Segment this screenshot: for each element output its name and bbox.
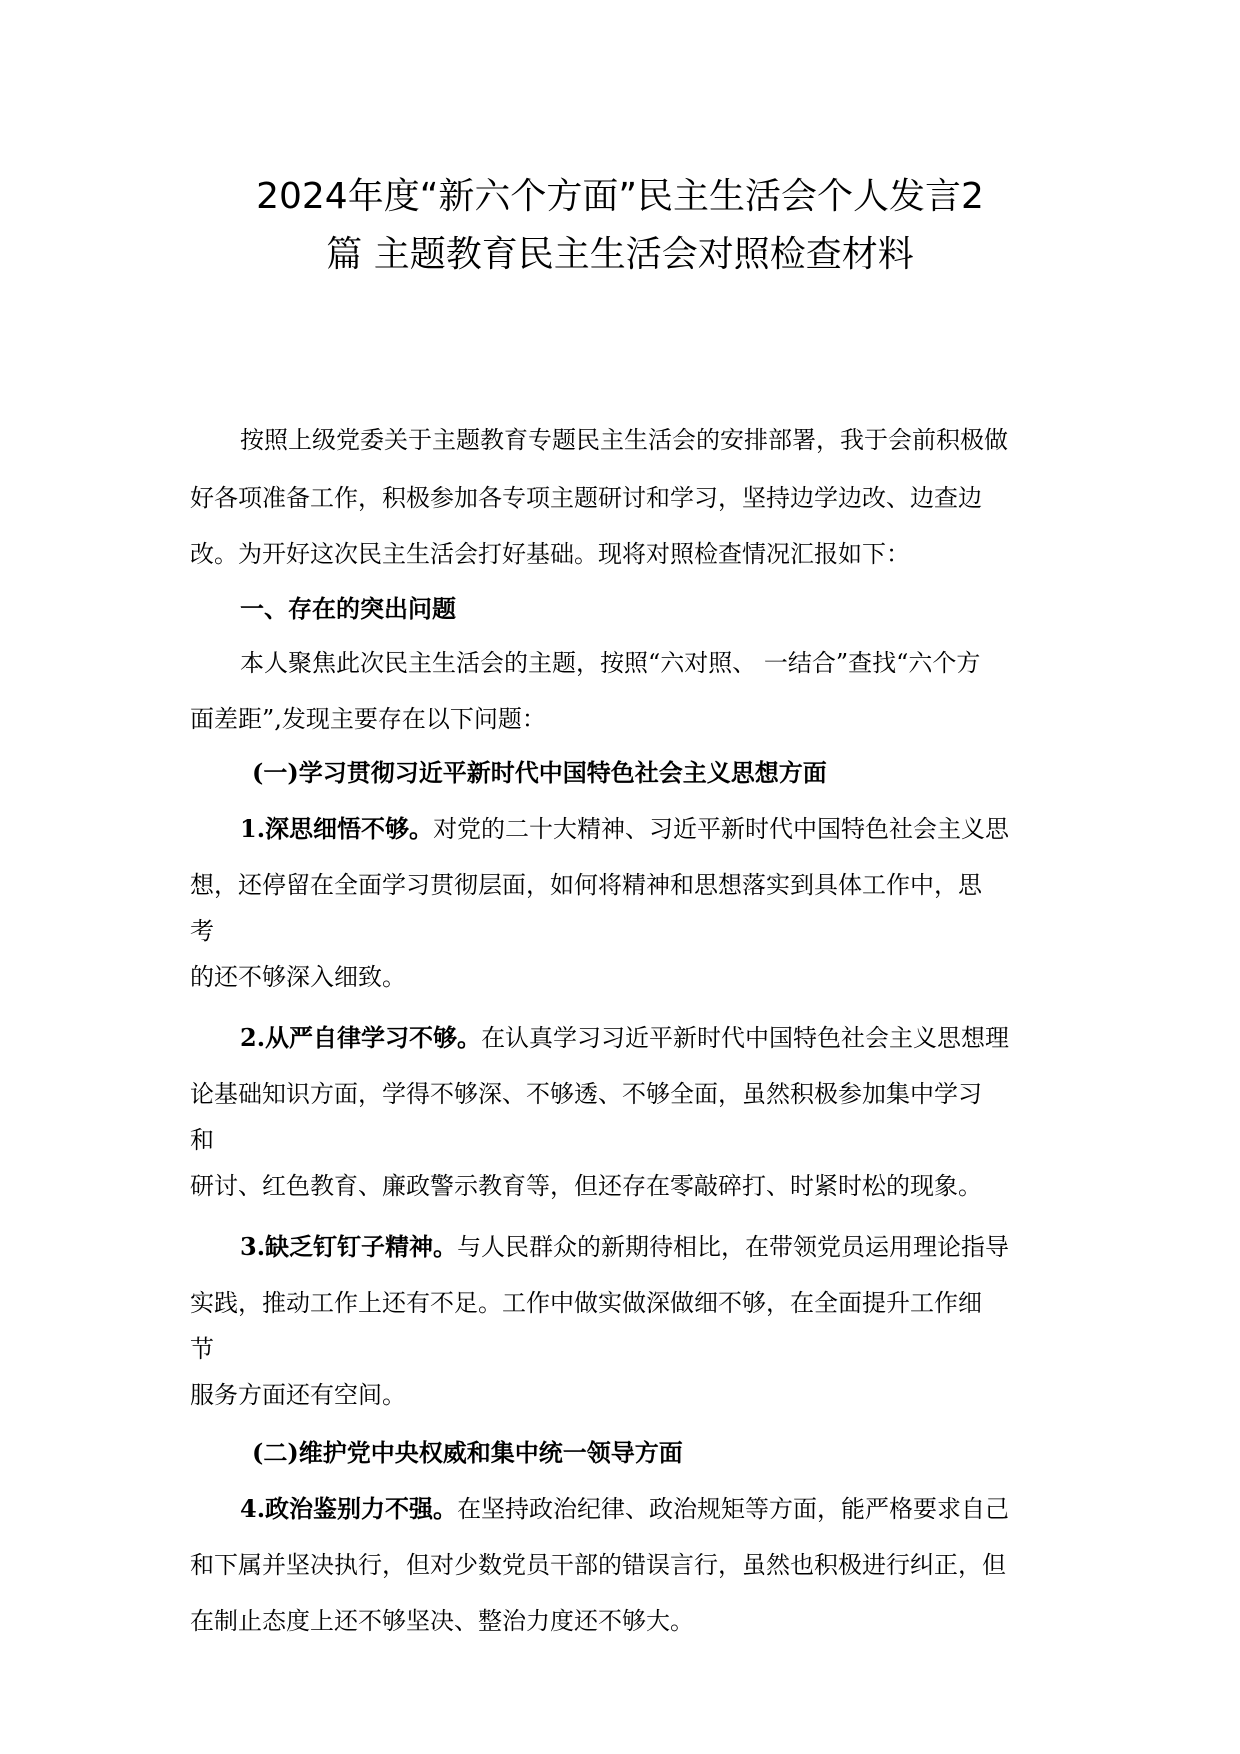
section-heading: 一、存在的突出问题	[240, 594, 456, 623]
paragraph-line: 和	[190, 1126, 214, 1154]
paragraph-line: 想，还停留在全面学习贯彻层面，如何将精神和思想落实到具体工作中，思	[190, 871, 982, 899]
item-paragraph	[240, 1230, 1009, 1264]
item-text: 对党的二十大精神、习近平新时代中国特色社会主义思	[433, 815, 1010, 843]
paragraph-line: 在制止态度上还不够坚决、整治力度还不够大。	[190, 1607, 694, 1635]
item-text: 在认真学习习近平新时代中国特色社会主义思想理	[481, 1024, 1010, 1052]
subsection-heading: (一)学习贯彻习近平新时代中国特色社会主义思想方面	[252, 758, 827, 787]
paragraph-line: 考	[190, 917, 214, 945]
paragraph-line: 研讨、红色教育、廉政警示教育等，但还存在零敲碎打、时紧时松的现象。	[190, 1172, 982, 1200]
item-label: 4.政治鉴别力不强。	[240, 1494, 458, 1523]
item-text: 在坚持政治纪律、政治规矩等方面，能严格要求自己	[457, 1495, 1010, 1523]
intro-line: 按照上级党委关于主题教育专题民主生活会的安排部署，我于会前积极做	[240, 426, 1008, 454]
paragraph-line: 节	[190, 1335, 214, 1363]
paragraph-line: 和下属并坚决执行，但对少数党员干部的错误言行，虽然也积极进行纠正，但	[190, 1551, 1006, 1579]
paragraph-line: 论基础知识方面，学得不够深、不够透、不够全面，虽然积极参加集中学习	[190, 1080, 982, 1108]
paragraph-line: 实践，推动工作上还有不足。工作中做实做深做细不够，在全面提升工作细	[190, 1289, 982, 1317]
item-paragraph	[240, 1021, 1009, 1055]
intro-line: 好各项准备工作，积极参加各专项主题研讨和学习，坚持边学边改、边查边	[190, 484, 982, 512]
item-text: 与人民群众的新期待相比，在带领党员运用理论指导	[457, 1233, 1010, 1261]
paragraph-line: 本人聚焦此次民主生活会的主题，按照“六对照、 一结合”查找“六个方	[240, 649, 981, 677]
item-label: 1.深思细悟不够。	[240, 814, 434, 843]
item-label: 2.从严自律学习不够。	[240, 1023, 482, 1052]
item-paragraph	[240, 1492, 1009, 1526]
document-title-line2: 篇 主题教育民主生活会对照检查材料	[326, 234, 914, 275]
item-label: 3.缺乏钉钉子精神。	[240, 1232, 458, 1261]
paragraph-line: 的还不够深入细致。	[190, 963, 406, 991]
subsection-heading: (二)维护党中央权威和集中统一领导方面	[252, 1438, 683, 1467]
document-title-line1: 2024年度“新六个方面”民主生活会个人发言2	[256, 176, 984, 217]
paragraph-line: 面差距”,发现主要存在以下问题：	[190, 705, 546, 733]
item-paragraph	[240, 812, 1009, 846]
paragraph-line: 服务方面还有空间。	[190, 1381, 406, 1409]
intro-line: 改。为开好这次民主生活会打好基础。现将对照检查情况汇报如下：	[190, 540, 910, 568]
